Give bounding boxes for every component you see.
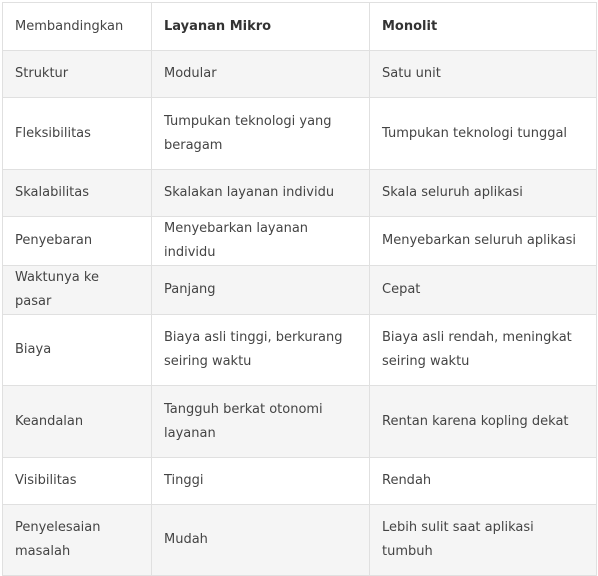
microservices-cell: Tinggi [152,458,370,505]
header-cell-aspect: Membandingkan [3,3,152,51]
header-cell-microservices: Layanan Mikro [152,3,370,51]
table-row [3,315,597,386]
row-label: Struktur [3,51,152,98]
monolith-cell: Rentan karena kopling dekat [370,386,597,458]
row-label: Skalabilitas [3,170,152,217]
microservices-cell: Skalakan layanan individu [152,170,370,217]
microservices-cell: Mudah [152,505,370,576]
table-row [3,98,597,170]
microservices-cell: Modular [152,51,370,98]
comparison-table [2,2,597,576]
monolith-cell: Skala seluruh aplikasi [370,170,597,217]
table-row [3,505,597,576]
monolith-cell: Satu unit [370,51,597,98]
microservices-cell: Tumpukan teknologi yang beragam [152,98,370,170]
row-label: Visibilitas [3,458,152,505]
table-row [3,51,597,98]
row-label: Waktunya ke pasar [3,266,152,315]
microservices-cell: Menyebarkan layanan individu [152,217,370,266]
monolith-cell: Biaya asli rendah, meningkat seiring waktu [370,315,597,386]
table-row [3,386,597,458]
microservices-cell: Biaya asli tinggi, berkurang seiring waktu [152,315,370,386]
monolith-cell: Tumpukan teknologi tunggal [370,98,597,170]
microservices-cell: Tangguh berkat otonomi layanan [152,386,370,458]
monolith-cell: Menyebarkan seluruh aplikasi [370,217,597,266]
table-row [3,266,597,315]
monolith-cell: Rendah [370,458,597,505]
header-cell-monolith: Monolit [370,3,597,51]
table-row [3,458,597,505]
microservices-cell: Panjang [152,266,370,315]
comparison-table-container [2,2,596,576]
row-label: Penyebaran [3,217,152,266]
row-label: Fleksibilitas [3,98,152,170]
monolith-cell: Lebih sulit saat aplikasi tumbuh [370,505,597,576]
row-label: Keandalan [3,386,152,458]
table-row [3,217,597,266]
monolith-cell: Cepat [370,266,597,315]
table-header-row [3,3,597,51]
row-label: Biaya [3,315,152,386]
row-label: Penyelesaian masalah [3,505,152,576]
table-row [3,170,597,217]
